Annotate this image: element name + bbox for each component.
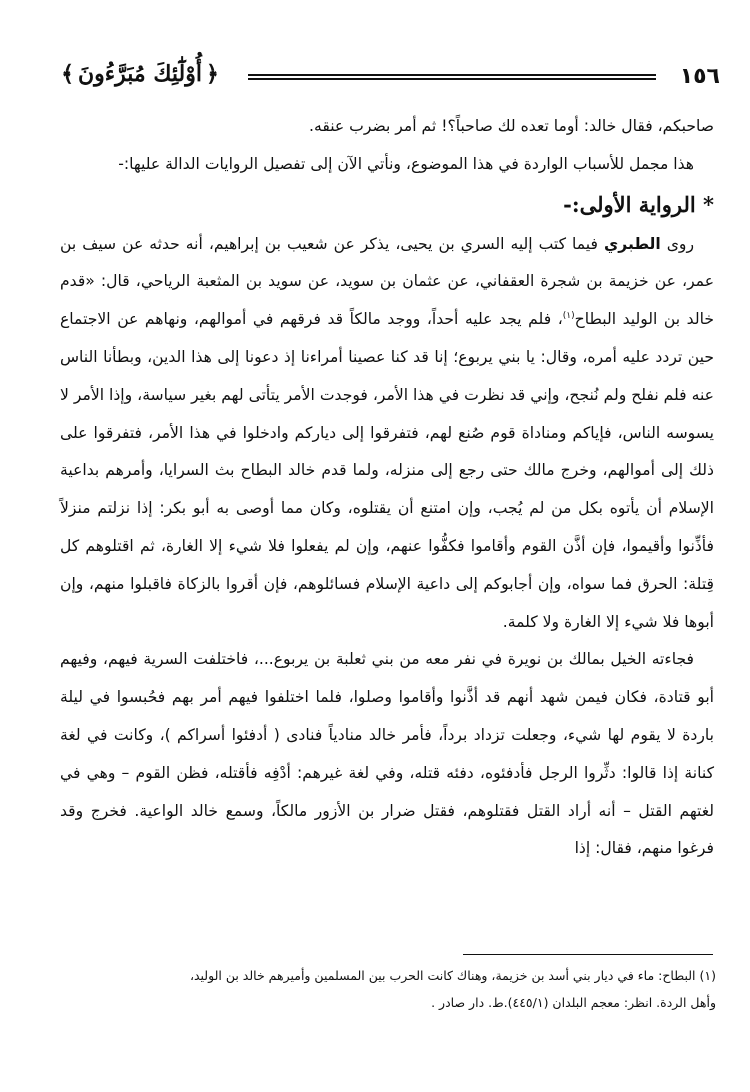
author-name: الطبري [603,234,661,253]
header-rule [248,74,656,80]
footnotes [70,962,716,1016]
paragraph: فجاءته الخيل بمالك بن نويرة في نفر معه من بني ثعلبة بن يربوع...، فاختلفت السرية فيهم، وفيهم أبو قتادة، فكان فيمن شهد أنهم قد أذَّنوا وأقاموا وصلوا، فلما اختلفوا فيهم أمر بهم فحُبسوا في ليلة باردة لا يقوم لها شيء، وجعلت تزداد برداً، فأمر خالد منادياً فنادى ( أدفئوا أسراكم )، وكانت في لغة كنانة إذا قالوا: دثِّروا الرجل فأدفئوه، دفئه قتله، وفي لغة غيرهم: أدْفِه فأقتله، فظن القوم – وهي في لغتهم القتل – أنه أراد القتل فقتلوهم، فقتل ضرار بن الأزور مالكاً، وسمع خالد الواعية. فخرج وقد فرغوا منهم، فقال: إذا [60,650,714,858]
footnote-divider [463,954,713,955]
paragraph-text: روى [660,234,694,253]
paragraph-text: فيما كتب إليه السري بن يحيى، يذكر عن شعيب بن إبراهيم، أنه حدثه عن سيف بن عمر، عن خزيمة بن شجرة العقفاني، عن عثمان بن سويد، عن سويد بن المثعبة الرياحي، قال: «قدم خالد بن الوليد البطاح [60,234,714,329]
footnote-line: (١) البطاح: ماء في ديار بني أسد بن خزيمة، وهناك كانت الحرب بين المسلمين وأميرهم خالد بن الوليد، [189,968,716,983]
paragraph-text: ، فلم يجد عليه أحداً، ووجد مالكاً قد فرقهم في أموالهم، ونهاهم عن الاجتماع حين تردد عليه أمره، وقال: يا بني يربوع؛ إنا قد كنا عصينا أمراءنا إذ دعونا إلى هذا الدين، وبطأنا الناس عنه فلم نفلح ولم نُنجح، وإني قد نظرت في هذا الأمر، فوجدت الأمر يتأتى لهم بغير سياسة، وإذا الأمر لا يسوسه الناس، فإياكم ومناداة قوم صُنع لهم، فتفرقوا إلى دياركم وادخلوا في هذا الأمر، فتفرقوا على ذلك إلى أموالهم، وخرج مالك حتى رجع إلى منزله، ولما قدم خالد البطاح بث السرايا، وأمرهم بداعية الإسلام أن يأتوه بكل من لم يُجب، وإن امتنع أن يقتلوه، وكان مما أوصى به أبو بكر: إذا نزلتم منزلاً فأذِّنوا وأقيموا، فإن أذَّن القوم وأقاموا فكفُّوا عنهم، وإن لم يفعلوا فلا شيء إلا الغارة، ثم اقتلوهم كل قِتلة: الحرق فما سواه، وإن أجابوكم إلى داعية الإسلام فسائلوهم، فإن أقروا بالزكاة فاقبلوا منهم، وإن أبوها فلا شيء إلا الغارة ولا كلمة. [60,310,714,631]
ornament-left-icon: ﴾ [61,61,75,87]
main-text [60,108,714,868]
paragraph [60,226,714,642]
running-title-block [40,52,240,96]
section-heading: * الرواية الأولى:- [563,191,714,217]
page-header [40,52,720,96]
paragraph: هذا مجمل للأسباب الواردة في هذا الموضوع، ونأتي الآن إلى تفصيل الروايات الدالة عليها:- [118,154,694,173]
ornament-right-icon: ﴿ [205,61,219,87]
footnote-reference: (١) [562,311,575,321]
page-number: ١٥٦ [679,64,720,89]
paragraph: صاحبكم، فقال خالد: أوما تعده لك صاحباً؟! ثم أمر بضرب عنقه. [309,117,714,135]
footnote-line: وأهل الردة. انظر: معجم البلدان (٤٤٥/١).ط. دار صادر . [431,995,716,1010]
running-title: أُوْلَٰٓئِكَ مُبَرَّءُونَ [78,61,202,87]
